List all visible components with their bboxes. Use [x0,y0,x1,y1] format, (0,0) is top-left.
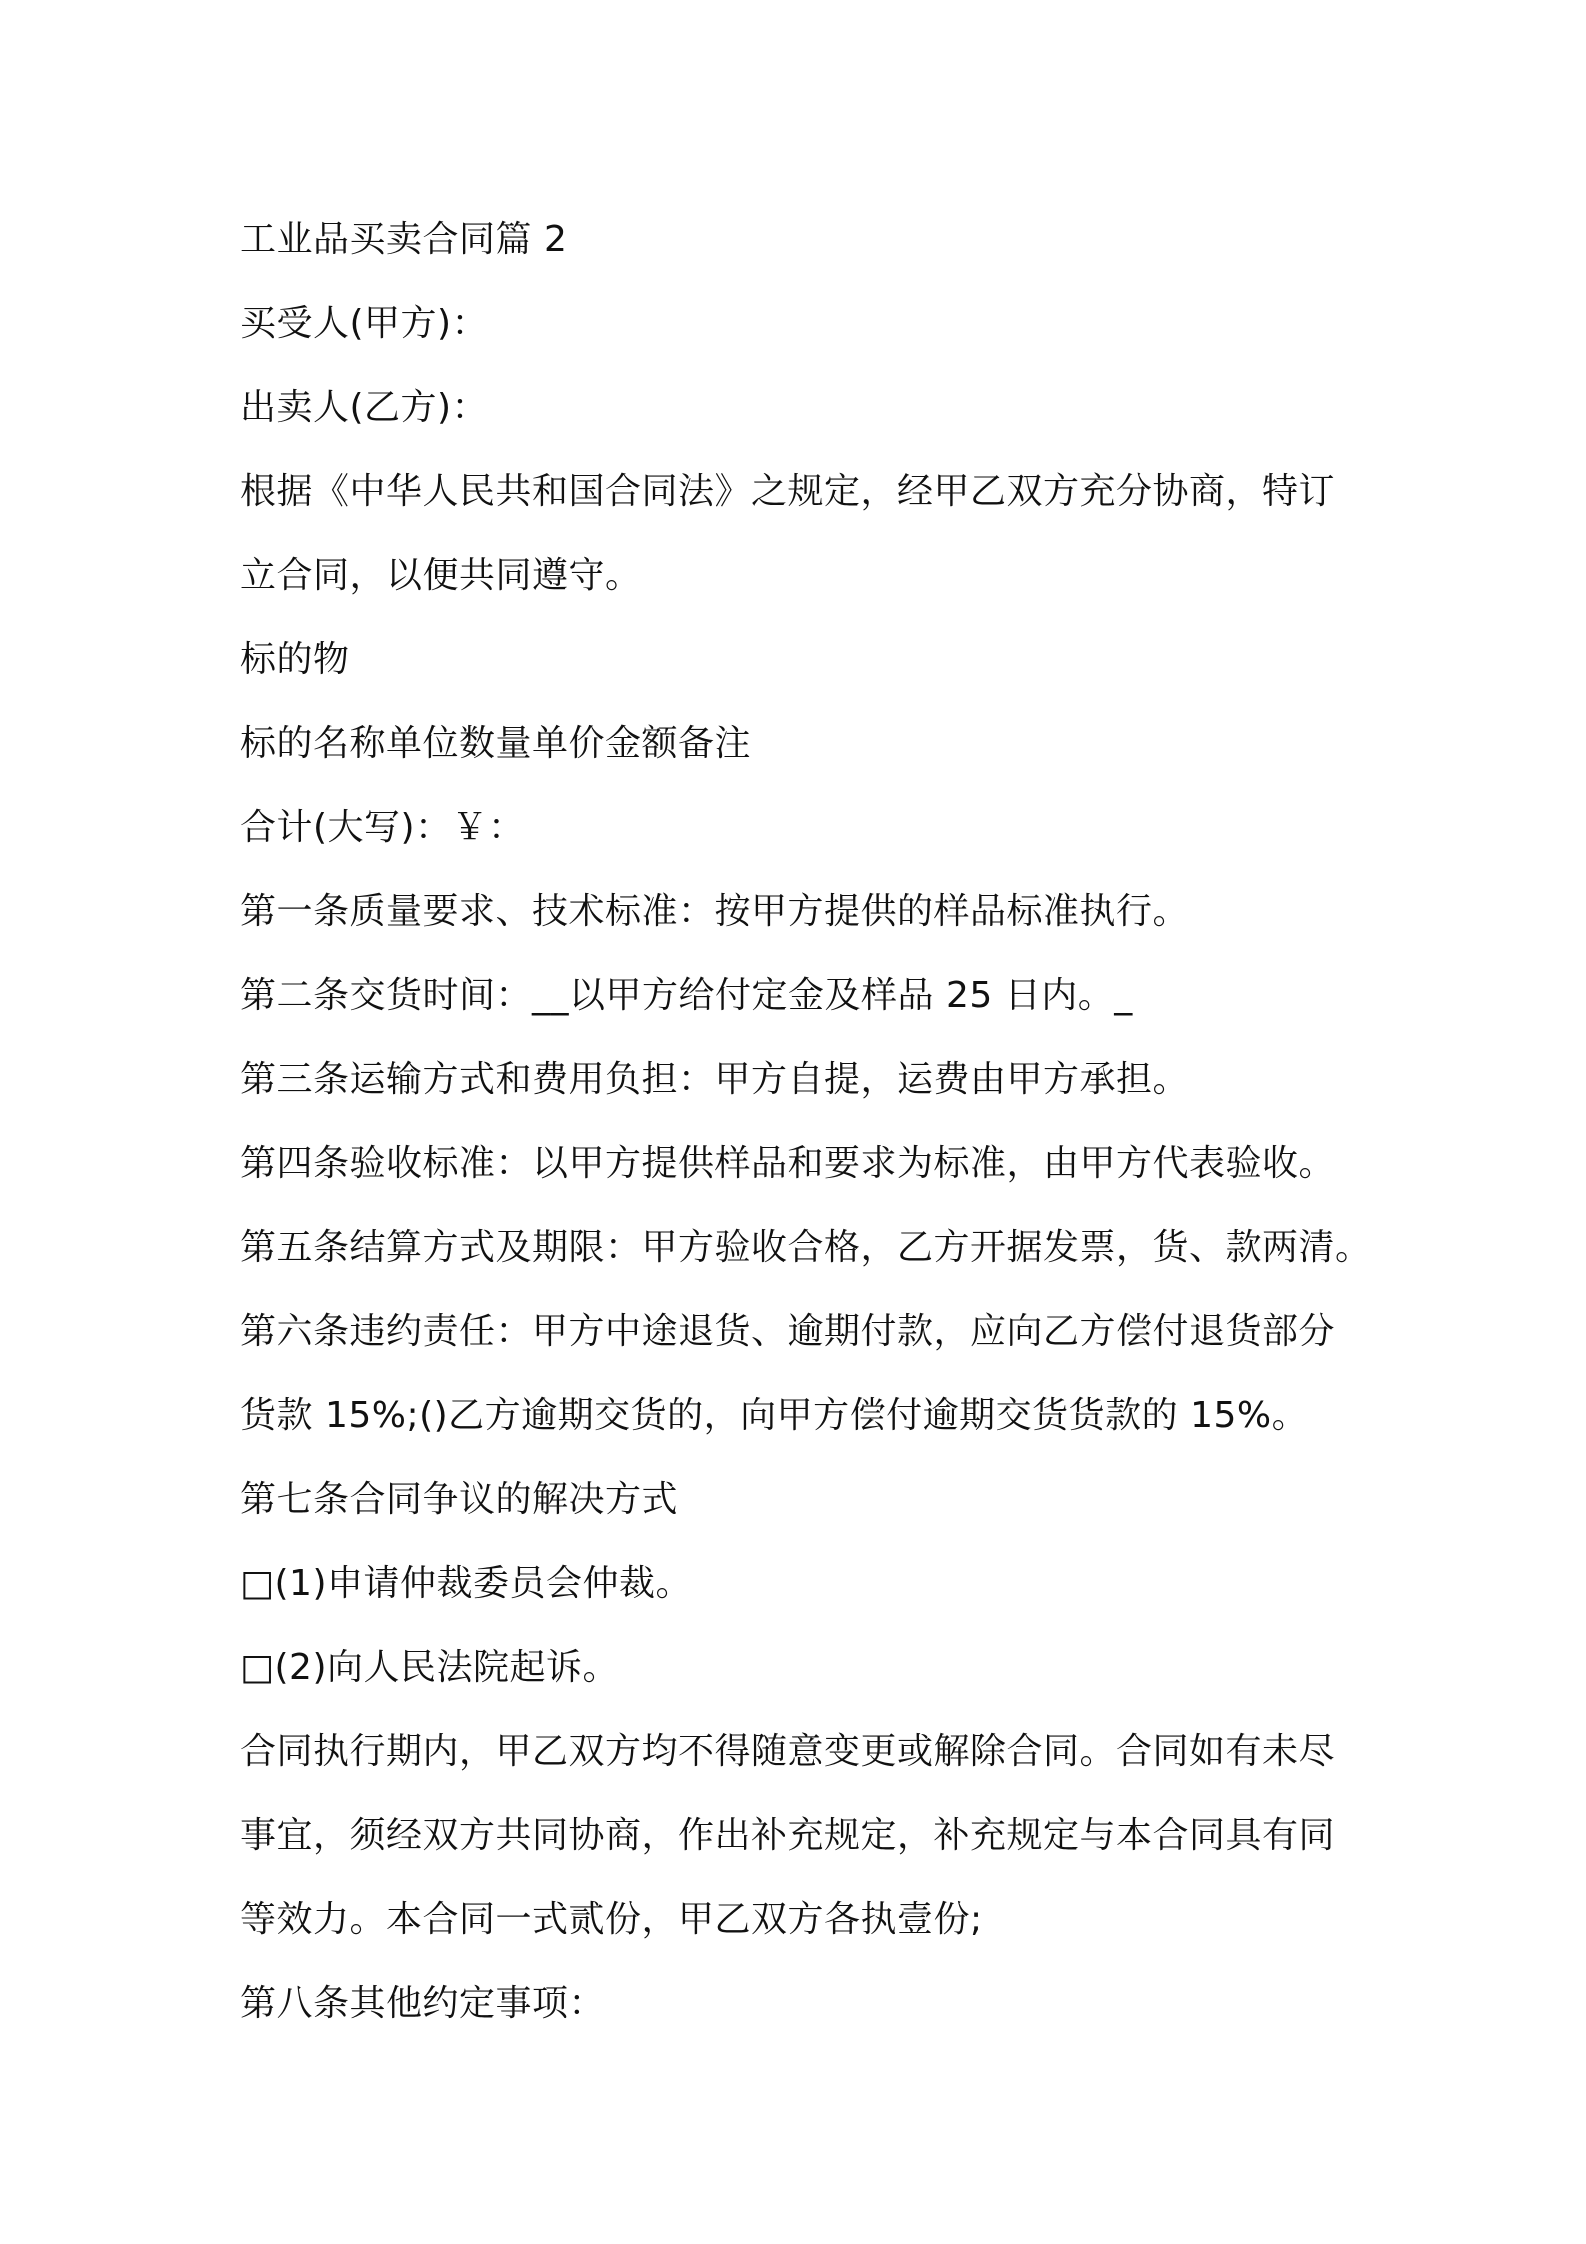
dispute-option-1: □(1)申请仲裁委员会仲裁。 [240,1563,693,1604]
article-6-line-1: 第六条违约责任：甲方中途退货、逾期付款，应向乙方偿付退货部分 [240,1311,1336,1352]
article-2: 第二条交货时间：__以甲方给付定金及样品 25 日内。_ [240,975,1133,1016]
preamble-line-1: 根据《中华人民共和国合同法》之规定，经甲乙双方充分协商，特订 [240,471,1336,512]
article-1: 第一条质量要求、技术标准：按甲方提供的样品标准执行。 [240,891,1190,932]
subject-matter-heading: 标的物 [240,639,350,680]
seller-line: 出卖人(乙方)： [240,387,489,428]
article-5: 第五条结算方式及期限：甲方验收合格，乙方开据发票，货、款两清。 [240,1227,1372,1268]
total-line: 合计(大写)：￥： [240,807,525,848]
article-4: 第四条验收标准：以甲方提供样品和要求为标准，由甲方代表验收。 [240,1143,1336,1184]
term-clause-line-2: 事宜，须经双方共同协商，作出补充规定，补充规定与本合同具有同 [240,1815,1336,1856]
document-body [240,198,1372,2046]
buyer-line: 买受人(甲方)： [240,303,489,344]
article-3: 第三条运输方式和费用负担：甲方自提，运费由甲方承担。 [240,1059,1190,1100]
dispute-option-2: □(2)向人民法院起诉。 [240,1647,620,1688]
article-6-line-2: 货款 15%;()乙方逾期交货的，向甲方偿付逾期交货货款的 15%。 [240,1395,1309,1436]
document-title: 工业品买卖合同篇 2 [240,219,568,260]
term-clause-line-1: 合同执行期内，甲乙双方均不得随意变更或解除合同。合同如有未尽 [240,1731,1336,1772]
article-7: 第七条合同争议的解决方式 [240,1479,679,1520]
preamble-line-2: 立合同，以便共同遵守。 [240,555,642,596]
term-clause-line-3: 等效力。本合同一式贰份，甲乙双方各执壹份; [240,1899,983,1940]
subject-matter-columns: 标的名称单位数量单价金额备注 [240,723,752,764]
article-8: 第八条其他约定事项： [240,1983,606,2024]
